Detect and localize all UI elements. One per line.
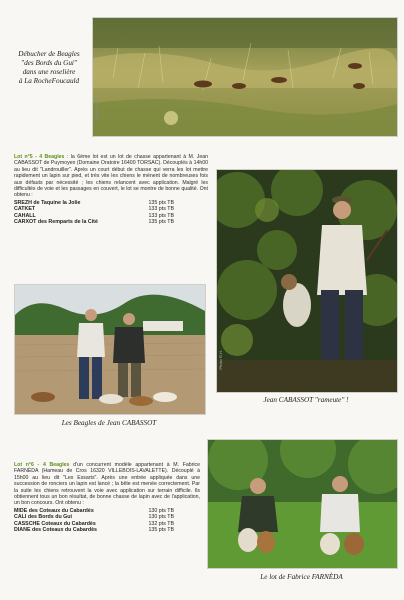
caption-right-photo: Jean CABASSOT "rameute" !	[263, 396, 349, 404]
photo-men-beagles	[14, 284, 206, 415]
list-item: SREZH de Taquine la Jolie 135 pts TB	[14, 199, 174, 206]
list-item: CAHALL 133 pts TB	[14, 212, 174, 219]
photo-credit-top: Photo R.H.	[94, 100, 99, 120]
lot6-block	[14, 462, 200, 533]
lot6-text: d'un concurrent modèle appartenant à M. Fabrice FARNÈDA (Hameau de Cros 16320 VILLEBOIS-LAVALETTE). Découplé à 15h00 au lieu dit "Les Essarts". Après une entrée appliquée dans une succession de ronciers un lapin est lancé ; la bête est menée correctement. Par la suite les chiens retrouvent la voie avec application sur terrain difficile. Ils obtiennent tous un bon résultat, de bonne chasse de lapin avec de l'application, un bon concours. Ont obtenu :	[14, 462, 200, 507]
caption-top: Débucher de Beagles "des Bords du Gui" dans une roselière à La RocheFoucauld	[18, 50, 80, 85]
farneda-image	[208, 440, 397, 568]
lot6-paragraph	[14, 462, 200, 507]
photo-credit-right: Photo R.H.	[218, 350, 223, 370]
lot5-dog-list	[14, 200, 174, 226]
lot6-heading: Lot n°6 - 4 Beagles	[14, 462, 70, 468]
lot6-dog-list	[14, 508, 174, 534]
photo-hunter-woods	[216, 169, 398, 393]
list-item: CATKET 133 pts TB	[14, 206, 174, 213]
woods-image	[217, 170, 397, 392]
lot5-paragraph	[14, 154, 208, 199]
field-image	[93, 18, 397, 136]
list-item: CASSCHE Coteaux du Cabardès 132 pts TB	[14, 520, 174, 527]
list-item: DIANE des Coteaux du Cabardès 135 pts TB	[14, 527, 174, 534]
lot5-heading: Lot n°5 - 4 Beagles	[14, 154, 65, 160]
caption-left-photo: Les Beagles de Jean CABASSOT	[61, 419, 157, 427]
lot5-text: : la 6ème lot est un lot de chasse appartenant à M. Jean CABASSOT de Puymoyen (Domaine Oratoire 16400 TORSAC). Découplés à 14h00 au lieu dit "Landrouiller". Après un court début de chasse qui verra les lot mettre rapidement un lapin sur pied, et très vite les chiens le mènent de nombreuses fois aux défauts par nécessité ; les chiens relancent avec application. Malgré les difficultés de voie et les passages en couvert, le lot se montre de bonne qualité. Ont obtenu :	[14, 154, 208, 199]
photo-beagles-field	[92, 17, 398, 137]
men-beagles-image	[15, 285, 205, 414]
list-item: CARXOT des Remparts de la Cité 135 pts TB	[14, 219, 174, 226]
list-item: CALI des Bords du Gui 130 pts TB	[14, 514, 174, 521]
lot5-block	[14, 154, 208, 225]
caption-bottom-photo: Le lot de Fabrice FARNÈDA	[260, 573, 343, 581]
list-item: MIDE des Coteaux du Cabardès 130 pts TB	[14, 507, 174, 514]
photo-farneda-lot	[207, 439, 398, 569]
